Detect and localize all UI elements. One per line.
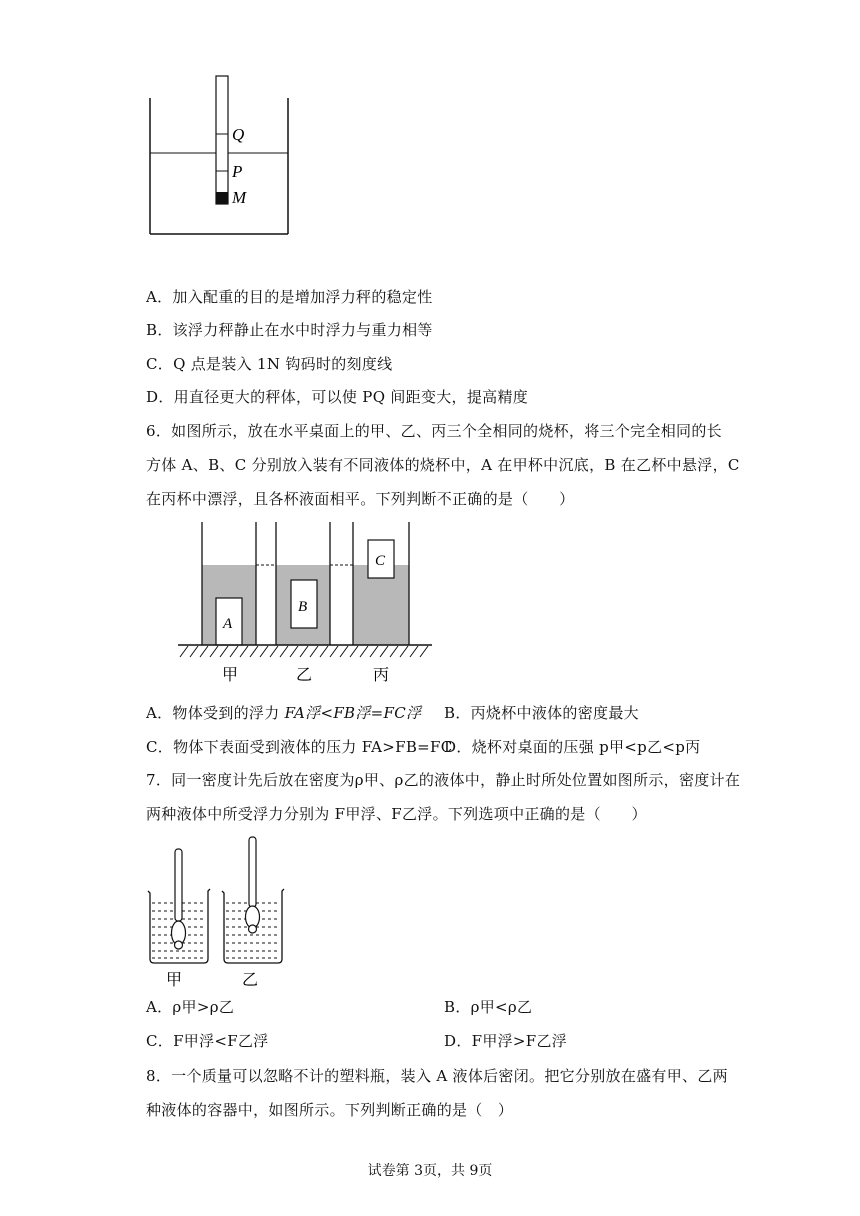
q5-option-b: B．该浮力秤静止在水中时浮力与重力相等 <box>146 321 433 339</box>
q8-stem-line-2: 种液体的容器中，如图所示。下列判断正确的是（ ） <box>146 1101 514 1119</box>
q6-option-a-text: A．物体受到的浮力 <box>146 704 285 722</box>
q6-option-c: C．物体下表面受到液体的压力 FA>FB=FC <box>146 738 453 756</box>
q6-option-b: B．丙烧杯中液体的密度最大 <box>444 704 639 722</box>
q6-stem-line-1: 6．如图所示，放在水平桌面上的甲、乙、丙三个全相同的烧杯，将三个完全相同的长 <box>146 422 722 440</box>
q6-stem-line-2: 方体 A、B、C 分别放入装有不同液体的烧杯中，A 在甲杯中沉底，B 在乙杯中悬浮，C <box>146 456 740 474</box>
block-c-label: C <box>375 553 386 569</box>
block-b-label: B <box>298 599 308 615</box>
three-beakers-figure <box>170 520 440 690</box>
q7-option-d: D．F甲浮>F乙浮 <box>444 1032 568 1050</box>
hydrometer-label-jia: 甲 <box>166 970 183 989</box>
page-footer: 试卷第 3页，共 9页 <box>367 1163 493 1179</box>
q7-stem-line-2: 两种液体中所受浮力分别为 F甲浮、F乙浮。下列选项中正确的是（ ） <box>146 805 647 823</box>
label-q: Q <box>232 125 245 144</box>
q7-option-a: A．ρ甲>ρ乙 <box>146 998 235 1016</box>
q5-option-a: A．加入配重的目的是增加浮力秤的稳定性 <box>146 288 433 306</box>
q5-option-c: C．Q 点是装入 1N 钩码时的刻度线 <box>146 355 393 373</box>
q7-stem-line-1: 7．同一密度计先后放在密度为ρ甲、ρ乙的液体中，静止时所处位置如图所示，密度计在 <box>146 771 741 789</box>
q6-option-a-formula: FA浮<FB浮=FC浮 <box>284 704 422 722</box>
label-p: P <box>232 162 243 181</box>
q6-option-a <box>146 703 421 723</box>
hydrometer-figure <box>140 835 300 995</box>
q5-option-d: D．用直径更大的秤体，可以使 PQ 间距变大，提高精度 <box>146 388 529 406</box>
beaker-label-jia: 甲 <box>222 665 239 684</box>
hydrometer-label-yi: 乙 <box>242 970 259 989</box>
block-a-label: A <box>223 616 233 632</box>
label-m: M <box>232 188 247 207</box>
q7-option-b: B．ρ甲<ρ乙 <box>444 998 533 1016</box>
q7-option-c: C．F甲浮<F乙浮 <box>146 1032 269 1050</box>
beaker-label-yi: 乙 <box>296 665 313 684</box>
q6-option-d: D．烧杯对桌面的压强 p甲<p乙<p丙 <box>444 738 701 756</box>
q6-stem-line-3: 在丙杯中漂浮，且各杯液面相平。下列判断不正确的是（ ） <box>146 490 575 508</box>
beaker-label-bing: 丙 <box>373 665 390 684</box>
float-scale-figure <box>140 70 310 240</box>
q8-stem-line-1: 8．一个质量可以忽略不计的塑料瓶，装入 A 液体后密闭。把它分别放在盛有甲、乙两 <box>146 1067 728 1085</box>
